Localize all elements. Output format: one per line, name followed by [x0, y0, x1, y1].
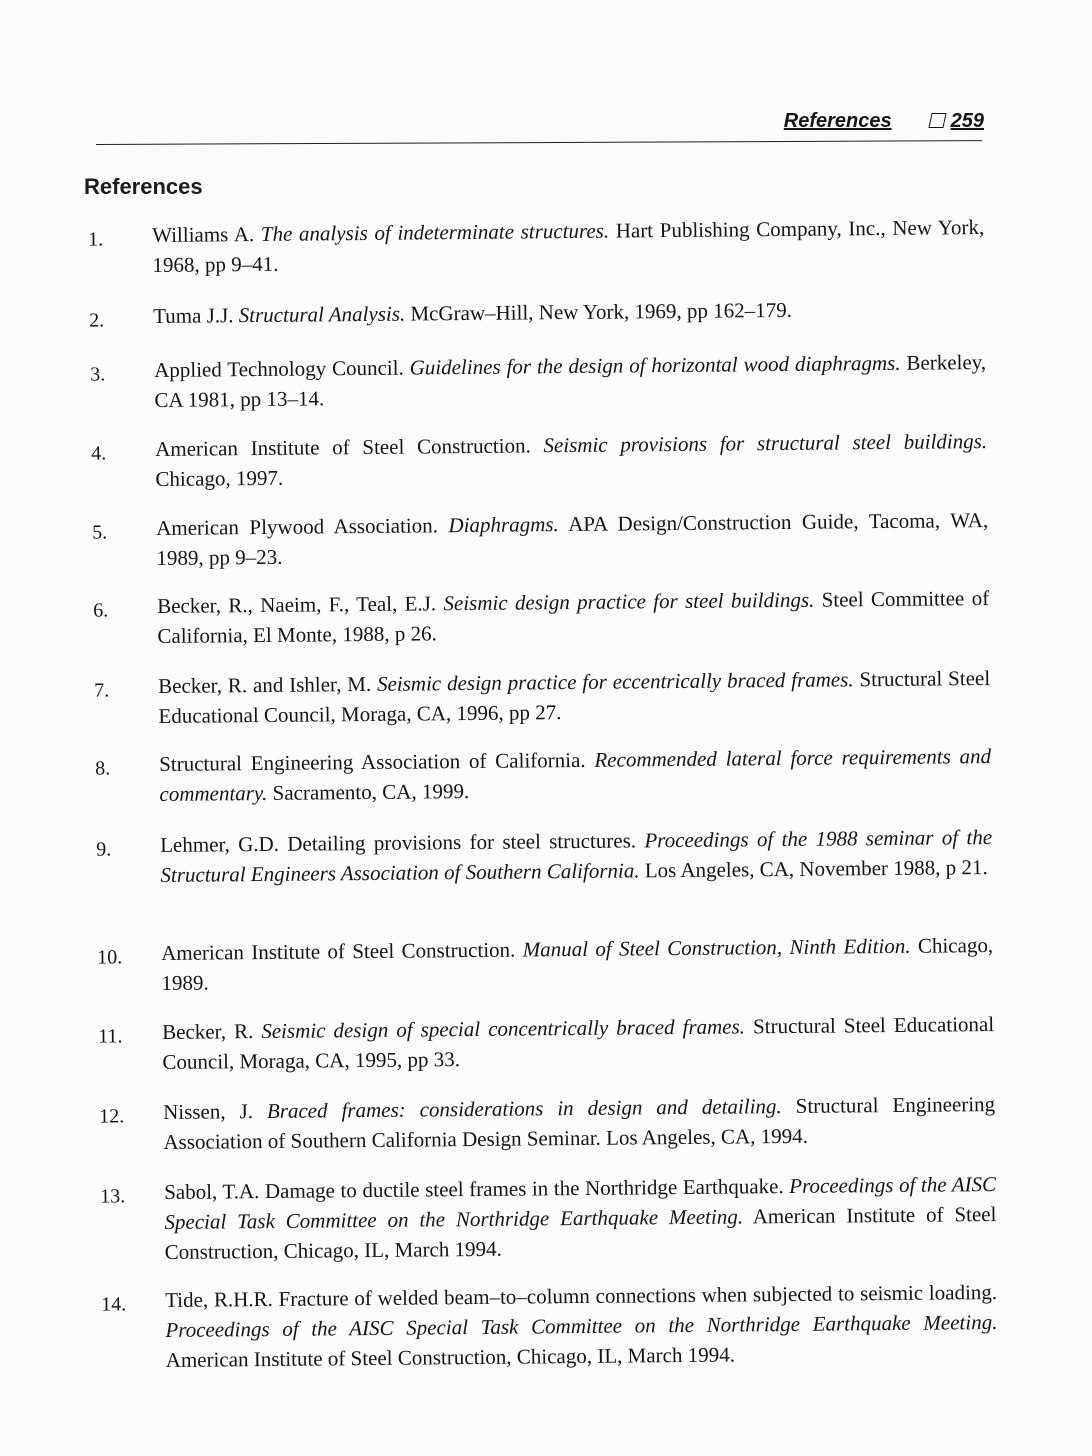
reference-number: 5. — [92, 521, 108, 544]
reference-number: 8. — [95, 757, 111, 780]
reference-title: Guidelines for the design of horizontal wood diaphragms. — [409, 350, 901, 380]
reference-number: 1. — [88, 228, 104, 251]
reference-title: Diaphragms. — [448, 512, 559, 538]
reference-title: Manual of Steel Construction, Ninth Edition. — [522, 933, 911, 962]
reference-publication: American Institute of Steel Construction, Chicago, IL, March 1994. — [165, 1342, 736, 1372]
reference-title: The analysis of indeterminate structures. — [260, 218, 610, 246]
reference-number: 2. — [89, 309, 105, 332]
reference-publication: Sacramento, CA, 1999. — [272, 779, 470, 805]
reference-title: Seismic design practice for steel buildings. — [443, 587, 815, 616]
reference-title: Proceedings of the 1988 seminar of the Structural Engineers Association of Southern California. — [160, 825, 993, 887]
reference-publication: APA Design/Construction Guide, Tacoma, WA, 1989, pp 9–23. — [156, 508, 989, 570]
reference-number: 7. — [94, 679, 110, 702]
reference-title: Braced frames: considerations in design and detailing. — [266, 1094, 782, 1124]
reference-item — [91, 426, 988, 494]
reference-publication: Structural Steel Educational Council, Moraga, CA, 1996, pp 27. — [158, 666, 991, 728]
reference-publication: Structural Steel Educational Council, Moraga, CA, 1995, pp 33. — [162, 1012, 995, 1074]
reference-publication: Los Angeles, CA, November 1988, p 21. — [644, 855, 988, 883]
reference-item — [97, 930, 994, 998]
reference-item — [92, 505, 989, 573]
reference-item — [98, 1009, 995, 1077]
reference-author: Williams A. — [152, 222, 255, 247]
reference-author: American Institute of Steel Construction. — [161, 937, 516, 965]
reference-title: Recommended lateral force requirements and commentary. — [159, 744, 992, 806]
reference-title: Proceedings of the AISC Special Task Committee on the Northridge Earthquake Meeting. — [164, 1172, 997, 1234]
reference-author: Nissen, J. — [163, 1099, 254, 1124]
reference-title: Seismic design practice for eccentrically braced frames. — [376, 667, 854, 696]
reference-number: 10. — [97, 946, 123, 969]
reference-number: 6. — [93, 599, 109, 622]
reference-item — [95, 741, 992, 809]
running-head-title: References — [783, 110, 892, 132]
reference-author: Becker, R. — [162, 1019, 254, 1044]
page-number: 259 — [950, 110, 984, 132]
reference-number: 11. — [98, 1025, 123, 1048]
reference-author: Tuma J.J. — [153, 303, 234, 328]
reference-author: Applied Technology Council. — [154, 355, 404, 382]
reference-publication: Chicago, 1997. — [155, 465, 284, 491]
reference-author: Sabol, T.A. Damage to ductile steel frames in the Northridge Earthquake. — [164, 1174, 784, 1204]
reference-item — [99, 1089, 996, 1157]
reference-author: Lehmer, G.D. Detailing provisions for steel structures. — [160, 828, 637, 857]
reference-item — [96, 822, 993, 890]
reference-publication: Steel Committee of California, El Monte, 1988, p 26. — [157, 586, 990, 648]
reference-publication: McGraw–Hill, New York, 1969, pp 162–179. — [410, 297, 793, 326]
reference-number: 14. — [101, 1293, 127, 1316]
reference-item — [88, 212, 985, 280]
reference-item — [94, 663, 991, 731]
reference-publication: Berkeley, CA 1981, pp 13–14. — [154, 350, 987, 412]
reference-author: Becker, R. and Ishler, M. — [158, 671, 372, 698]
reference-title: Seismic provisions for structural steel buildings. — [543, 429, 988, 458]
reference-number: 4. — [91, 442, 107, 465]
reference-publication: Structural Engineering Association of Southern California Design Seminar. Los Angeles, CA, 1994. — [163, 1092, 996, 1154]
reference-item — [93, 583, 990, 651]
reference-item — [90, 347, 987, 415]
reference-item — [89, 293, 985, 332]
reference-title: Seismic design of special concentrically braced frames. — [261, 1014, 746, 1044]
reference-number: 13. — [100, 1185, 126, 1208]
reference-author: American Institute of Steel Construction. — [155, 433, 531, 461]
reference-author: Tide, R.H.R. Fracture of welded beam–to–column connections when subjected to seismic loading. — [165, 1280, 998, 1312]
reference-title: Proceedings of the AISC Special Task Committee on the Northridge Earthquake Meeting. — [165, 1310, 998, 1342]
reference-number: 9. — [96, 838, 112, 861]
reference-publication: Chicago, 1989. — [161, 933, 994, 995]
reference-item — [100, 1169, 997, 1267]
reference-number: 12. — [99, 1105, 125, 1128]
reference-author: American Plywood Association. — [156, 513, 439, 540]
reference-number: 3. — [90, 363, 106, 386]
section-heading: References — [84, 174, 203, 199]
reference-author: Becker, R., Naeim, F., Teal, E.J. — [157, 591, 437, 618]
reference-publication: Hart Publishing Company, Inc., New York, 1968, pp 9–41. — [152, 215, 985, 277]
reference-author: Structural Engineering Association of California. — [159, 747, 586, 776]
reference-item — [101, 1277, 998, 1375]
reference-publication: American Institute of Steel Construction, Chicago, IL, March 1994. — [164, 1202, 997, 1264]
reference-title: Structural Analysis. — [238, 301, 406, 328]
